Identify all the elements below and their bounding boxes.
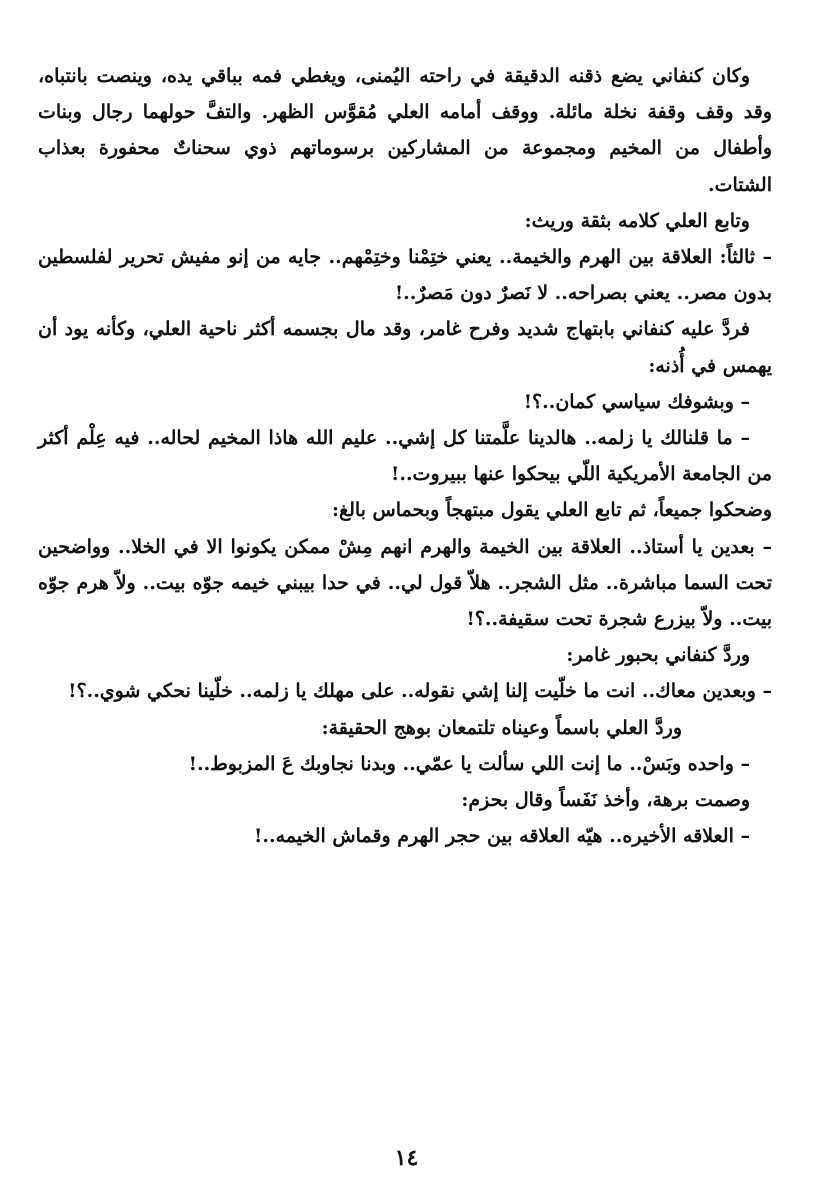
page-body-text [38,58,772,854]
paragraph-kanafani-reply: فردَّ عليه كنفاني بابتهاج شديد وفرح غامر، وقد مال بجسمه أكثر ناحية العلي، وكأنه يود أن يهمس في أُذنه: [38,318,772,377]
dialogue-politician: – وبشوفك سياسي كمان..؟! [523,390,750,413]
dialogue-tent-pyramid: – بعدين يا أستاذ.. العلاقة بين الخيمة والهرم انهم مِشْ ممكن يكونوا الا في الخلا.. وواضحين تحت السما مباشرة.. مثل الشجر.. هلاّ قول لي.. في حدا بيبني خيمه جوّه بيت.. ولاّ هرم جوّه بيت.. ولاّ بيزرع شجرة تحت سقيفة..؟! [38,535,772,631]
paragraph-ali-smiling: وردَّ العلي باسماً وعيناه تلتمعان بوهج الحقيقة: [321,716,682,739]
dialogue-one-more: – واحده وبَسْ.. ما إنت اللي سألت يا عمّي.. وبدنا نجاوبك عَ المزبوط..! [188,752,750,775]
dialogue-third-point: – ثالثاً: العلاقة بين الهرم والخيمة.. يعني ختِمْنا وختِمْهم.. جايه من إنو مفيش تحرير لفلسطين بدون مصر.. يعني بصراحه.. لا نَصرٌ دون مَصرٌ..! [38,246,772,305]
dialogue-let-us-talk: – وبعدين معاك.. انت ما خلّيت إلنا إشي نقوله.. على مهلك يا زلمه.. خلّينا نحكي شوي..؟! [68,680,772,703]
paragraph-kanafani-listening: وكان كنفاني يضع ذقنه الدقيقة في راحته اليُمنى، ويغطي فمه بباقي يده، وينصت بانتباه، وقد وقف وقفة نخلة مائلة. ووقف أمامه العلي مُقوَّس الظهر. والتفَّ حولهما رجال وبنات وأطفال من المخيم ومجموعة من المشاركين برسوماتهم ذوي سحناتٌ محفورة بعذاب الشتات. [38,65,772,196]
paragraph-laughter: وضحكوا جميعاً، ثم تابع العلي يقول مبتهجاً وبحماس بالغ: [331,499,772,522]
paragraph-kanafani-joy: وردَّ كنفاني بحبور غامر: [566,644,750,667]
page-number: ١٤ [394,1145,419,1171]
paragraph-silence: وصمت برهة، وأخذ نَفَساً وقال بحزم: [461,789,750,812]
dialogue-final-relation: – العلاقه الأخيره.. هيّه العلاقه بين حجر الهرم وقماش الخيمه..! [254,825,750,848]
paragraph-ali-continues: وتابع العلي كلامه بثقة وريث: [524,209,750,232]
dialogue-camp-knowledge: – ما قلنالك يا زلمه.. هالدينا علَّمتنا كل إشي.. عليم الله هاذا المخيم لحاله.. فيه عِلْم أكثر من الجامعة الأمريكية اللّي بيحكوا عنها ببيروت..! [38,427,772,486]
